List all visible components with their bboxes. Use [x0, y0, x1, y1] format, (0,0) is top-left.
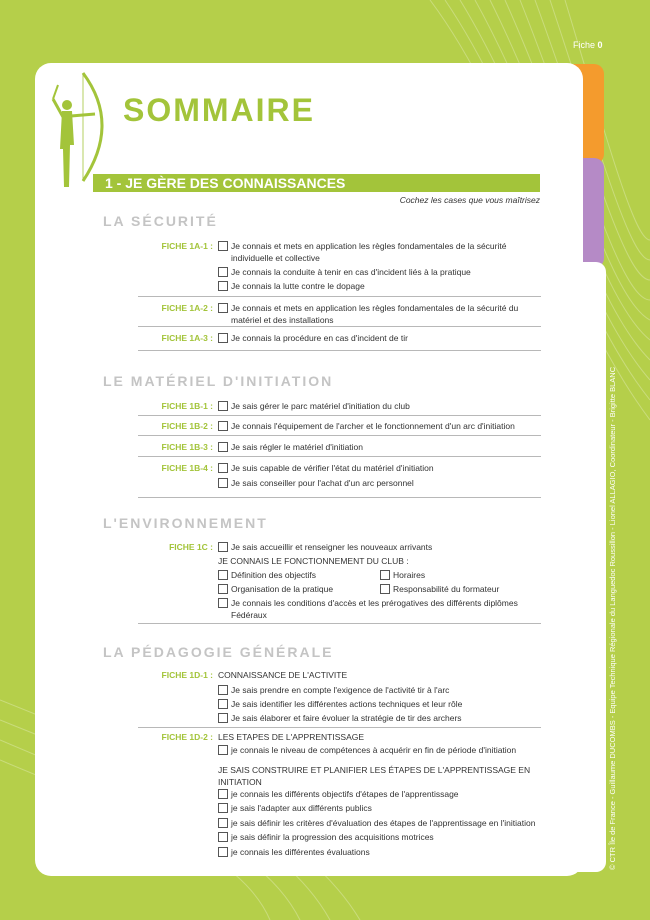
plan-heading: JE SAIS CONSTRUIRE ET PLANIFIER LES ÉTAPES DE L'APPRENTISSAGE EN INITIATION	[218, 765, 531, 787]
side-credit-text: © CTR Île de France - Guillaume DUCOMBS - Equipe Technique Régionale du Languedoc Roussillon - Lionel ALLAGIO, Coordinateur - Brigitte BLANC	[608, 366, 617, 870]
fiche-prefix: Fiche	[573, 40, 596, 50]
instruction-text: Cochez les cases que vous maîtrisez	[399, 195, 540, 205]
checklist-item[interactable]: Je connais et mets en application les règles fondamentales de la sécurité individuelle et collective	[218, 240, 538, 264]
checkbox[interactable]	[218, 303, 228, 313]
fiche-code-1a3: FICHE 1A-3 :	[161, 333, 213, 343]
checkbox[interactable]	[218, 685, 228, 695]
checkbox[interactable]	[218, 570, 228, 580]
checklist-item[interactable]: je sais l'adapter aux différents publics	[218, 802, 538, 814]
content-card	[35, 63, 583, 876]
checkbox[interactable]	[218, 267, 228, 277]
separator	[138, 497, 541, 498]
separator	[138, 326, 541, 327]
checklist-item[interactable]: Définition des objectifs	[218, 569, 368, 581]
checkbox[interactable]	[218, 333, 228, 343]
checkbox[interactable]	[218, 818, 228, 828]
page-title: SOMMAIRE	[123, 92, 315, 128]
checkbox[interactable]	[218, 401, 228, 411]
checkbox[interactable]	[218, 598, 228, 608]
checkbox[interactable]	[218, 542, 228, 552]
separator	[138, 435, 541, 436]
checklist-item[interactable]: je sais définir les critères d'évaluation des étapes de l'apprentissage en l'initiation	[218, 817, 538, 829]
fiche-code-1c: FICHE 1C :	[169, 542, 213, 552]
checkbox[interactable]	[218, 421, 228, 431]
separator	[138, 415, 541, 416]
fiche-number: 0	[597, 40, 603, 50]
section-banner	[93, 174, 540, 192]
checkbox[interactable]	[218, 832, 228, 842]
checkbox[interactable]	[218, 463, 228, 473]
checklist-item[interactable]: Je connais les conditions d'accès et les prérogatives des différents diplômes Fédéraux	[218, 597, 538, 621]
fiche-code-1b1: FICHE 1B-1 :	[161, 401, 213, 411]
checklist-item[interactable]: Je connais l'équipement de l'archer et le fonctionnement d'un arc d'initiation	[218, 420, 538, 432]
checklist-item[interactable]: Je sais identifier les différentes actions techniques et leur rôle	[218, 698, 538, 710]
checkbox[interactable]	[218, 442, 228, 452]
separator	[138, 623, 541, 624]
checklist-item[interactable]: Je sais élaborer et faire évoluer la stratégie de tir des archers	[218, 712, 538, 724]
checklist-item[interactable]: Je sais gérer le parc matériel d'initiation du club	[218, 400, 538, 412]
section-title-pedagogie: LA PÉDAGOGIE GÉNÉRALE	[103, 644, 334, 660]
separator	[138, 727, 541, 728]
checkbox[interactable]	[218, 713, 228, 723]
checkbox[interactable]	[218, 847, 228, 857]
separator	[138, 456, 541, 457]
fiche-code-1b4: FICHE 1B-4 :	[161, 463, 213, 473]
checklist-item[interactable]: je connais le niveau de compétences à acquérir en fin de période d'initiation	[218, 744, 538, 756]
checkbox[interactable]	[218, 745, 228, 755]
fiche-code-1d2: FICHE 1D-2 :	[161, 732, 213, 742]
fiche-code-1a1: FICHE 1A-1 :	[161, 241, 213, 251]
checklist-item[interactable]: je connais les différents objectifs d'étapes de l'apprentissage	[218, 788, 538, 800]
checklist-item[interactable]: Responsabilité du formateur	[380, 583, 540, 595]
fiche-code-1b3: FICHE 1B-3 :	[161, 442, 213, 452]
checklist-item[interactable]: Je sais prendre en compte l'exigence de l'activité tir à l'arc	[218, 684, 538, 696]
checklist-item[interactable]: Je sais accueillir et renseigner les nouveaux arrivants	[218, 541, 538, 553]
club-heading: JE CONNAIS LE FONCTIONNEMENT DU CLUB :	[218, 556, 409, 566]
checkbox[interactable]	[218, 699, 228, 709]
checkbox[interactable]	[218, 803, 228, 813]
checkbox[interactable]	[218, 281, 228, 291]
checkbox[interactable]	[218, 241, 228, 251]
fiche-code-1a2: FICHE 1A-2 :	[161, 303, 213, 313]
checklist-item[interactable]: je sais définir la progression des acquisitions motrices	[218, 831, 538, 843]
section-title-environnement: L'ENVIRONNEMENT	[103, 515, 268, 531]
checkbox[interactable]	[218, 478, 228, 488]
checklist-item[interactable]: Je connais la lutte contre le dopage	[218, 280, 538, 292]
checklist-item[interactable]: Je connais la procédure en cas d'incident de tir	[218, 332, 538, 344]
separator	[138, 296, 541, 297]
checklist-item[interactable]: Je sais conseiller pour l'achat d'un arc personnel	[218, 477, 538, 489]
section-title-securite: LA SÉCURITÉ	[103, 213, 218, 229]
checklist-item[interactable]: Organisation de la pratique	[218, 583, 368, 595]
fiche-number-label	[573, 40, 603, 50]
checklist-item[interactable]: Je suis capable de vérifier l'état du matériel d'initiation	[218, 462, 538, 474]
section-title-materiel: LE MATÉRIEL D'INITIATION	[103, 373, 334, 389]
checkbox[interactable]	[380, 570, 390, 580]
checklist-item[interactable]: Horaires	[380, 569, 530, 581]
activity-heading: CONNAISSANCE DE L'ACTIVITE	[218, 670, 348, 680]
section-banner-text: 1 - JE GÈRE DES CONNAISSANCES	[105, 175, 346, 191]
checklist-item[interactable]: Je connais et mets en application les règles fondamentales de la sécurité du matériel et des installations	[218, 302, 538, 326]
stages-heading: LES ETAPES DE L'APPRENTISSAGE	[218, 732, 365, 742]
checklist-item[interactable]: je connais les différentes évaluations	[218, 846, 538, 858]
checkbox[interactable]	[218, 584, 228, 594]
separator	[138, 350, 541, 351]
checklist-item[interactable]: Je sais régler le matériel d'initiation	[218, 441, 538, 453]
checklist-item[interactable]: Je connais la conduite à tenir en cas d'incident liés à la pratique	[218, 266, 538, 278]
checkbox[interactable]	[218, 789, 228, 799]
fiche-code-1b2: FICHE 1B-2 :	[161, 421, 213, 431]
checkbox[interactable]	[380, 584, 390, 594]
fiche-code-1d1: FICHE 1D-1 :	[161, 670, 213, 680]
